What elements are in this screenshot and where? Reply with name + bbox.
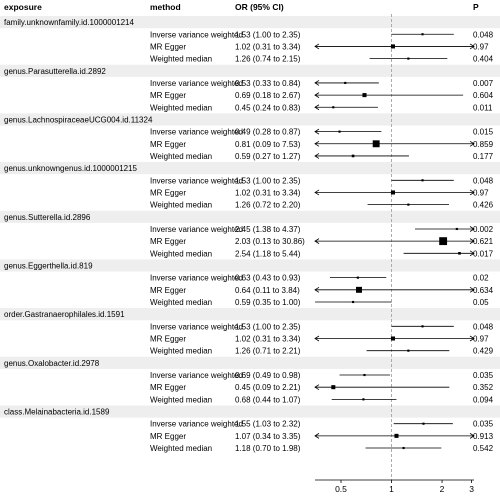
method-label: MR Egger <box>150 139 187 149</box>
or-ci-label: 1.02 (0.31 to 3.34) <box>235 42 301 52</box>
or-ci-label: 0.64 (0.11 to 3.84) <box>235 285 300 295</box>
or-ci-label: 0.68 (0.44 to 1.07) <box>235 395 301 405</box>
p-value-label: 0.035 <box>473 371 494 381</box>
p-value-label: 0.011 <box>473 103 493 113</box>
p-value-label: 0.05 <box>473 297 489 307</box>
forest-rows <box>4 18 494 453</box>
or-ci-label: 2.03 (0.13 to 30.86) <box>235 237 305 247</box>
method-label: Weighted median <box>150 103 213 113</box>
exposure-label: genus.LachnospiraceaeUCG004.id.11324 <box>4 115 153 125</box>
point-estimate <box>439 237 447 245</box>
or-ci-label: 1.07 (0.34 to 3.35) <box>235 431 301 441</box>
point-estimate <box>338 131 340 133</box>
or-ci-label: 0.49 (0.28 to 0.87) <box>235 127 301 137</box>
p-value-label: 0.97 <box>473 334 489 344</box>
point-estimate <box>394 434 398 438</box>
or-ci-label: 2.54 (1.18 to 5.44) <box>235 249 301 259</box>
exposure-label: genus.unknowngenus.id.1000001215 <box>4 164 138 174</box>
p-value-label: 0.97 <box>473 42 489 52</box>
or-ci-label: 0.69 (0.18 to 2.67) <box>235 91 301 101</box>
method-label: MR Egger <box>150 188 187 198</box>
or-ci-label: 1.26 (0.71 to 2.21) <box>235 346 301 356</box>
or-ci-label: 0.59 (0.27 to 1.27) <box>235 151 301 161</box>
p-value-label: 0.352 <box>473 383 494 393</box>
method-label: MR Egger <box>150 91 187 101</box>
point-estimate <box>421 179 423 181</box>
or-ci-label: 1.55 (1.03 to 2.32) <box>235 419 301 429</box>
method-label: Weighted median <box>150 200 213 210</box>
point-estimate <box>403 447 405 449</box>
p-value-label: 0.621 <box>473 237 494 247</box>
method-label: Weighted median <box>150 346 213 356</box>
method-label: Weighted median <box>150 444 213 454</box>
p-value-label: 0.429 <box>473 346 494 356</box>
p-value-label: 0.404 <box>473 54 494 64</box>
point-estimate <box>362 93 366 97</box>
point-estimate <box>332 106 334 108</box>
p-value-label: 0.634 <box>473 285 494 295</box>
method-label: MR Egger <box>150 334 187 344</box>
header-or: OR (95% CI) <box>235 2 284 12</box>
p-value-label: 0.017 <box>473 249 494 259</box>
method-label: Weighted median <box>150 54 213 64</box>
point-estimate <box>352 301 354 303</box>
method-label: MR Egger <box>150 285 187 295</box>
method-label: Inverse variance weighted <box>150 273 243 283</box>
point-estimate <box>421 325 423 327</box>
point-estimate <box>352 155 355 158</box>
point-estimate <box>373 140 380 147</box>
method-label: Weighted median <box>150 297 213 307</box>
p-value-label: 0.048 <box>473 322 494 332</box>
header-method: method <box>150 2 181 12</box>
header-p: P <box>473 2 479 12</box>
method-label: Inverse variance weighted <box>150 419 243 429</box>
p-value-label: 0.035 <box>473 419 494 429</box>
point-estimate <box>458 252 461 255</box>
point-estimate <box>407 350 409 352</box>
p-value-label: 0.015 <box>473 127 494 137</box>
point-estimate <box>407 204 409 206</box>
p-value-label: 0.048 <box>473 176 494 186</box>
method-label: MR Egger <box>150 42 187 52</box>
p-value-label: 0.002 <box>473 224 494 234</box>
or-ci-label: 1.18 (0.70 to 1.98) <box>235 444 301 454</box>
or-ci-label: 1.26 (0.74 to 2.15) <box>235 54 301 64</box>
p-value-label: 0.094 <box>473 395 494 405</box>
or-ci-label: 0.63 (0.43 to 0.93) <box>235 273 301 283</box>
method-label: Weighted median <box>150 249 213 259</box>
method-label: Inverse variance weighted <box>150 30 243 40</box>
point-estimate <box>331 385 335 389</box>
p-value-label: 0.859 <box>473 139 494 149</box>
exposure-label: genus.Parasutterella.id.2892 <box>4 66 106 76</box>
point-estimate <box>344 82 346 84</box>
exposure-label: order.Gastranaerophilales.id.1591 <box>4 310 125 320</box>
or-ci-label: 0.59 (0.35 to 1.00) <box>235 297 301 307</box>
method-label: MR Egger <box>150 237 187 247</box>
p-value-label: 0.007 <box>473 78 494 88</box>
method-label: Weighted median <box>150 395 213 405</box>
p-value-label: 0.97 <box>473 188 489 198</box>
point-estimate <box>391 336 395 340</box>
p-value-label: 0.604 <box>473 91 494 101</box>
method-label: Inverse variance weighted <box>150 224 243 234</box>
method-label: MR Egger <box>150 383 187 393</box>
method-label: Inverse variance weighted <box>150 78 243 88</box>
point-estimate <box>456 228 458 230</box>
point-estimate <box>421 33 423 35</box>
point-estimate <box>363 374 365 376</box>
p-value-label: 0.426 <box>473 200 494 210</box>
or-ci-label: 0.53 (0.33 to 0.84) <box>235 78 301 88</box>
p-value-label: 0.913 <box>473 431 494 441</box>
header-exposure: exposure <box>4 2 42 12</box>
or-ci-label: 1.53 (1.00 to 2.35) <box>235 176 301 186</box>
method-label: Inverse variance weighted <box>150 322 243 332</box>
axis-tick-label: 3 <box>469 484 474 494</box>
or-ci-label: 2.45 (1.38 to 4.37) <box>235 224 301 234</box>
or-ci-label: 1.02 (0.31 to 3.34) <box>235 188 301 198</box>
or-ci-label: 0.81 (0.09 to 7.53) <box>235 139 301 149</box>
or-ci-label: 1.02 (0.31 to 3.34) <box>235 334 301 344</box>
or-ci-label: 1.53 (1.00 to 2.35) <box>235 322 301 332</box>
point-estimate <box>391 44 395 48</box>
or-ci-label: 1.26 (0.72 to 2.20) <box>235 200 301 210</box>
axis-tick-label: 1 <box>389 484 394 494</box>
x-axis <box>315 480 474 494</box>
exposure-label: class.Melainabacteria.id.1589 <box>4 407 110 417</box>
or-ci-label: 0.69 (0.49 to 0.98) <box>235 371 301 381</box>
point-estimate <box>356 287 362 293</box>
table-header <box>4 2 479 12</box>
exposure-label: genus.Eggerthella.id.819 <box>4 261 93 271</box>
axis-tick-label: 2 <box>439 484 445 494</box>
p-value-label: 0.177 <box>473 151 494 161</box>
point-estimate <box>422 423 424 425</box>
or-ci-label: 0.45 (0.09 to 2.21) <box>235 383 301 393</box>
point-estimate <box>391 190 395 194</box>
exposure-label: family.unknownfamily.id.1000001214 <box>4 18 135 28</box>
method-label: Inverse variance weighted <box>150 176 243 186</box>
p-value-label: 0.542 <box>473 444 494 454</box>
exposure-label: genus.Sutterella.id.2896 <box>4 212 91 222</box>
point-estimate <box>357 277 359 279</box>
p-value-label: 0.02 <box>473 273 489 283</box>
point-estimate <box>407 58 409 60</box>
or-ci-label: 0.45 (0.24 to 0.83) <box>235 103 301 113</box>
exposure-label: genus.Oxalobacter.id.2978 <box>4 358 100 368</box>
method-label: Weighted median <box>150 151 213 161</box>
or-ci-label: 1.53 (1.00 to 2.35) <box>235 30 301 40</box>
method-label: MR Egger <box>150 431 187 441</box>
method-label: Inverse variance weighted <box>150 371 243 381</box>
point-estimate <box>362 398 364 400</box>
p-value-label: 0.048 <box>473 30 494 40</box>
method-label: Inverse variance weighted <box>150 127 243 137</box>
axis-tick-label: 0.5 <box>335 484 347 494</box>
